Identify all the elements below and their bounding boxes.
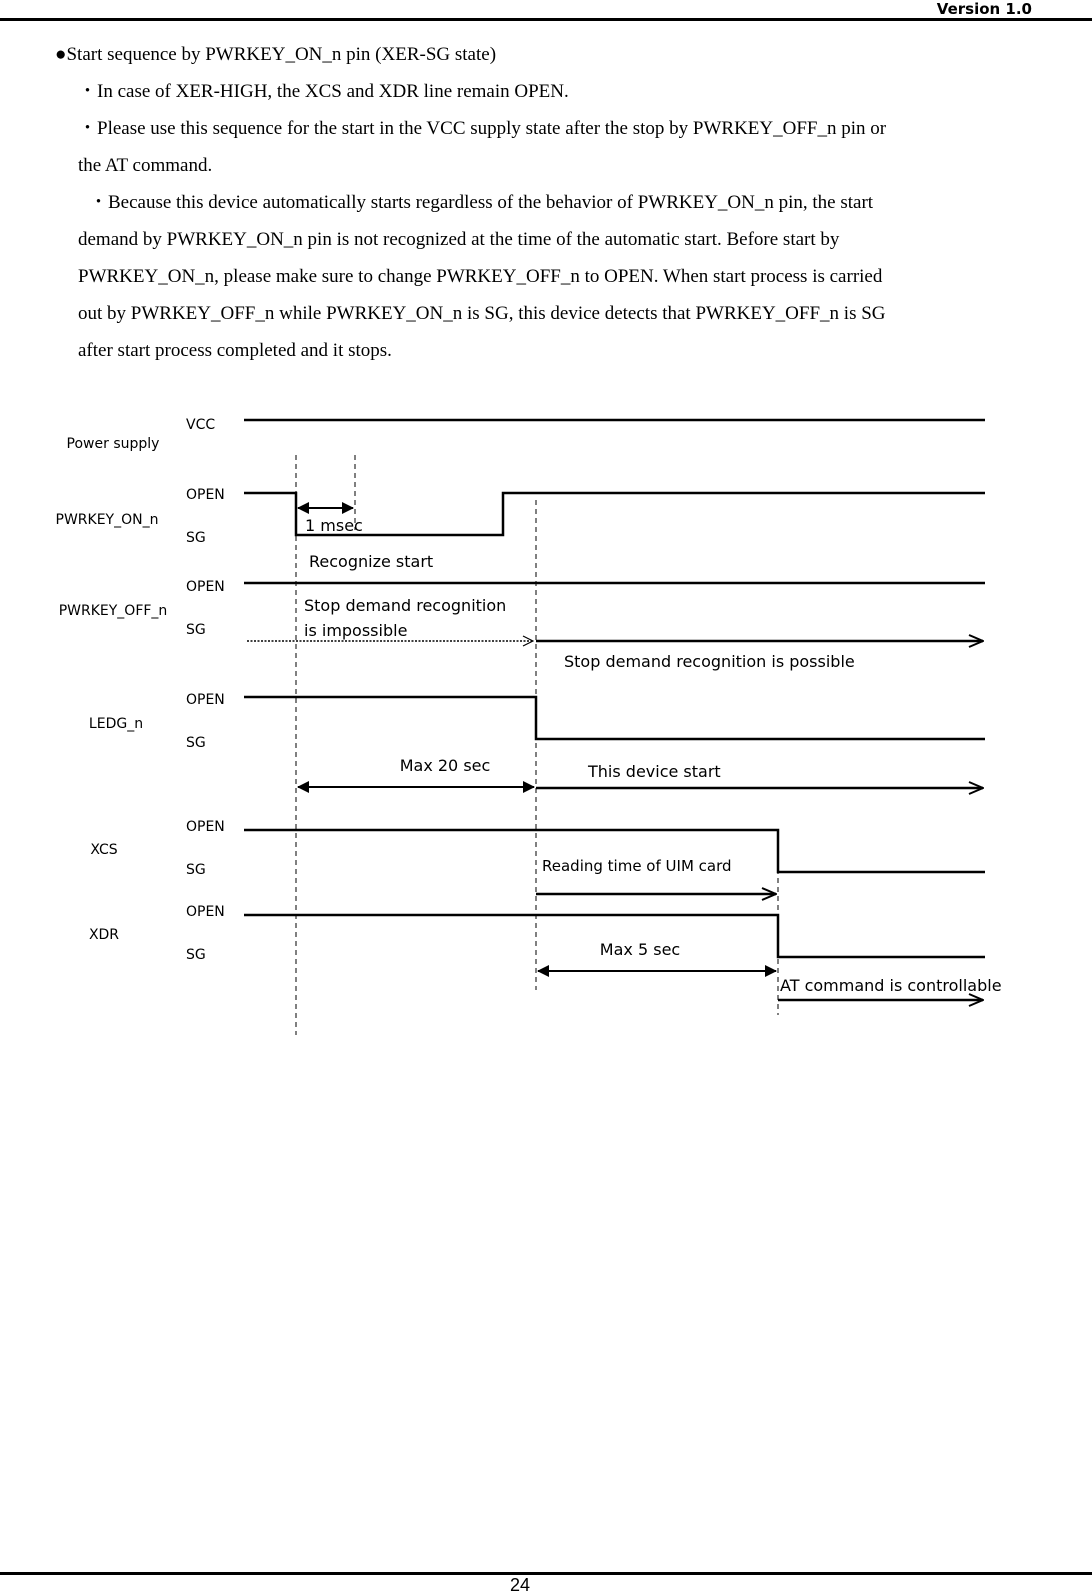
- level-sg-pwrkey-off: SG: [186, 622, 206, 638]
- bullet-usage-line1: ・Please use this sequence for the start in the VCC supply state after the stop by PWRKEY_OFF_n pin or: [78, 118, 887, 139]
- bullet-xer-high: ・In case of XER-HIGH, the XCS and XDR line remain OPEN.: [78, 81, 569, 102]
- annotation-stop-possible: Stop demand recognition is possible: [564, 652, 855, 671]
- level-sg-ledg: SG: [186, 735, 206, 751]
- annotation-max-5-sec: Max 5 sec: [599, 940, 681, 959]
- signal-pwrkey-on: PWRKEY_ON_n: [55, 512, 159, 528]
- annotation-max-20-sec: Max 20 sec: [399, 756, 491, 775]
- level-sg-pwrkey-on: SG: [186, 530, 206, 546]
- version-label: Version 1.0: [936, 0, 1032, 18]
- level-open-ledg: OPEN: [186, 692, 225, 708]
- bullet-auto-start-line3: PWRKEY_ON_n, please make sure to change PWRKEY_OFF_n to OPEN. When start process is carried: [78, 266, 883, 287]
- bullet-auto-start-line2: demand by PWRKEY_ON_n pin is not recognized at the time of the automatic start. Before start by: [78, 229, 840, 250]
- annotation-uim-reading: Reading time of UIM card: [542, 857, 732, 875]
- annotation-stop-impossible-line2: is impossible: [304, 621, 408, 640]
- signal-pwrkey-off: PWRKEY_OFF_n: [58, 603, 168, 619]
- level-sg-xdr: SG: [186, 947, 206, 963]
- bullet-usage-line2: the AT command.: [78, 155, 213, 176]
- annotation-stop-impossible-line1: Stop demand recognition: [304, 596, 507, 615]
- level-vcc: VCC: [186, 417, 216, 433]
- signal-ledg: LEDG_n: [88, 716, 144, 732]
- annotation-device-start: This device start: [588, 762, 721, 781]
- signal-xdr: XDR: [88, 927, 120, 943]
- level-open-xcs: OPEN: [186, 819, 225, 835]
- level-sg-xcs: SG: [186, 862, 206, 878]
- annotation-1msec: 1 msec: [305, 516, 363, 535]
- level-open-pwrkey-on: OPEN: [186, 487, 225, 503]
- bullet-auto-start-line5: after start process completed and it stops.: [78, 340, 392, 361]
- annotation-recognize-start: Recognize start: [309, 552, 434, 571]
- waveform-ledg: [244, 697, 985, 739]
- signal-xcs: XCS: [90, 842, 118, 858]
- page-number: 24: [509, 1575, 531, 1595]
- bullet-auto-start-line4: out by PWRKEY_OFF_n while PWRKEY_ON_n is SG, this device detects that PWRKEY_OFF_n is SG: [78, 303, 886, 324]
- annotation-at-command: AT command is controllable: [780, 976, 1002, 995]
- signal-power-supply: Power supply: [66, 436, 160, 452]
- level-open-xdr: OPEN: [186, 904, 225, 920]
- bullet-auto-start-line1: ・Because this device automatically starts regardless of the behavior of PWRKEY_ON_n pin, the start: [89, 192, 874, 213]
- level-open-pwrkey-off: OPEN: [186, 579, 225, 595]
- section-heading: ●Start sequence by PWRKEY_ON_n pin (XER-SG state): [55, 44, 497, 65]
